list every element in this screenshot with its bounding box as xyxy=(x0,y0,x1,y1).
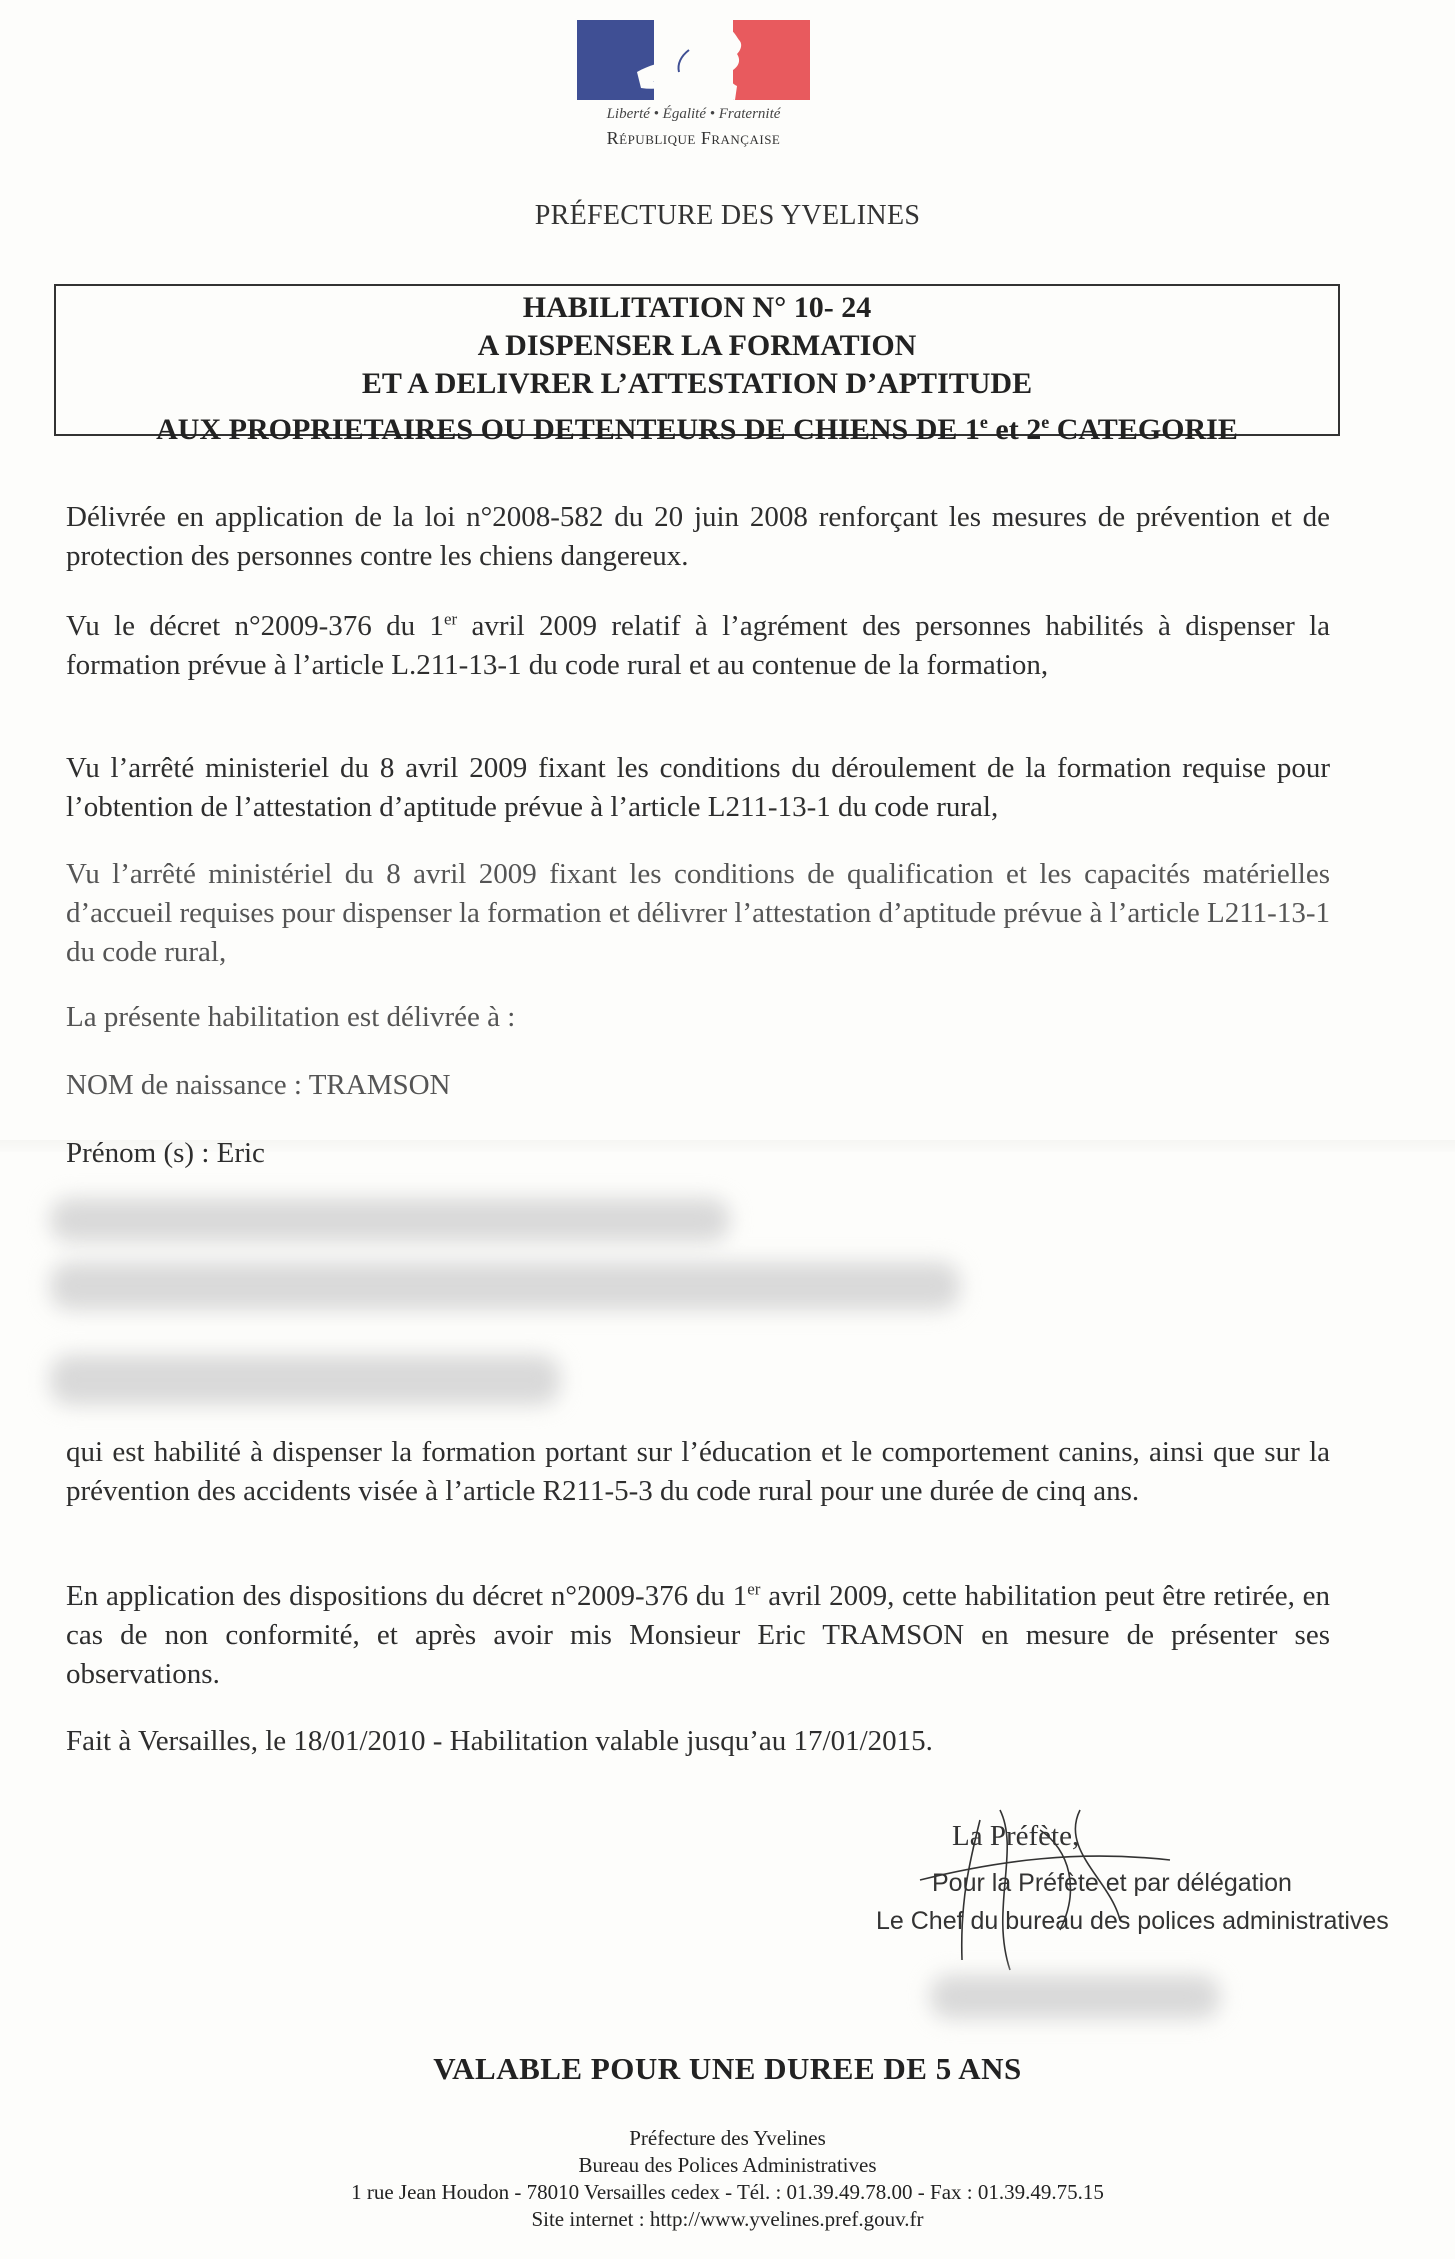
paragraph-decree: Vu le décret n°2009-376 du 1er avril 2009 relatif à l’agrément des personnes habilités à dispenser la formation prévue à l’article L.211-13-1 du code rural et au contenue de la formation, xyxy=(66,609,1330,681)
footer-prefecture: Préfecture des Yvelines xyxy=(629,2126,826,2150)
tricolor-flag xyxy=(577,20,810,100)
signature-bureau-chief: Le Chef du bureau des polices administratives xyxy=(876,1907,1389,1935)
title-line-1: HABILITATION N° 10- 24 xyxy=(522,291,872,324)
paragraph-law: Délivrée en application de la loi n°2008-582 du 20 juin 2008 renforçant les mesures de prévention et de protection des personnes contre les chiens dangereux. xyxy=(66,501,1330,572)
paragraph-withdrawal: En application des dispositions du décret n°2009-376 du 1er avril 2009, cette habilitation peut être retirée, en cas de non conformité, et après avoir mis Monsieur Eric TRAMSON en mesure de présenter ses observations. xyxy=(66,1579,1330,1690)
first-name: Prénom (s) : Eric xyxy=(66,1137,265,1169)
paragraph-authorized: qui est habilité à dispenser la formation portant sur l’éducation et le comportement canins, ainsi que sur la prévention des accidents visée à l’article R211-5-3 du code rural pour une durée de cinq ans. xyxy=(66,1436,1330,1507)
footer-bureau: Bureau des Polices Administratives xyxy=(578,2153,877,2177)
prefecture-heading: PRÉFECTURE DES YVELINES xyxy=(534,200,921,231)
paragraph-arrete-1: Vu l’arrêté ministeriel du 8 avril 2009 fixant les conditions du déroulement de la formation requise pour l’obtention de l’attestation d’aptitude prévue à l’article L211-13-1 du code rural, xyxy=(66,752,1330,823)
republic-motto: Liberté • Égalité • Fraternité xyxy=(606,106,781,122)
validity-notice: VALABLE POUR UNE DUREE DE 5 ANS xyxy=(433,2051,1022,2086)
title-line-3: ET A DELIVRER L’ATTESTATION D’APTITUDE xyxy=(361,367,1033,400)
signature-delegation: Pour la Préfète et par délégation xyxy=(932,1869,1292,1897)
footer-website: Site internet : http://www.yvelines.pref.gouv.fr xyxy=(531,2207,924,2231)
redacted-line-1 xyxy=(50,1198,730,1242)
title-box xyxy=(54,284,1340,446)
title-line-4: AUX PROPRIETAIRES OU DETENTEURS DE CHIENS DE 1e et 2e CATEGORIE xyxy=(156,412,1238,446)
handwritten-signature xyxy=(880,1790,1180,1980)
delivered-to: La présente habilitation est délivrée à : xyxy=(66,1001,516,1033)
title-line-2: A DISPENSER LA FORMATION xyxy=(477,329,917,362)
marianne-profile-icon xyxy=(577,20,810,100)
marianne-logo xyxy=(575,20,812,160)
birth-name: NOM de naissance : TRAMSON xyxy=(66,1069,451,1101)
signature-title: La Préfète, xyxy=(952,1820,1080,1852)
republique-francaise: République Française xyxy=(606,128,781,148)
redacted-line-3 xyxy=(50,1355,560,1405)
footer-address: 1 rue Jean Houdon - 78010 Versailles cedex - Tél. : 01.39.49.78.00 - Fax : 01.39.49.75.15 xyxy=(351,2180,1104,2204)
paragraph-issued: Fait à Versailles, le 18/01/2010 - Habilitation valable jusqu’au 17/01/2015. xyxy=(66,1725,933,1757)
redacted-signatory-name xyxy=(930,1975,1220,2019)
redacted-line-2 xyxy=(50,1262,960,1310)
paragraph-arrete-2: Vu l’arrêté ministériel du 8 avril 2009 fixant les conditions de qualification et les capacités matérielles d’accueil requises pour dispenser la formation et délivrer l’attestation d’aptitude prévue à l’article L211-13-1 du code rural, xyxy=(66,858,1330,968)
